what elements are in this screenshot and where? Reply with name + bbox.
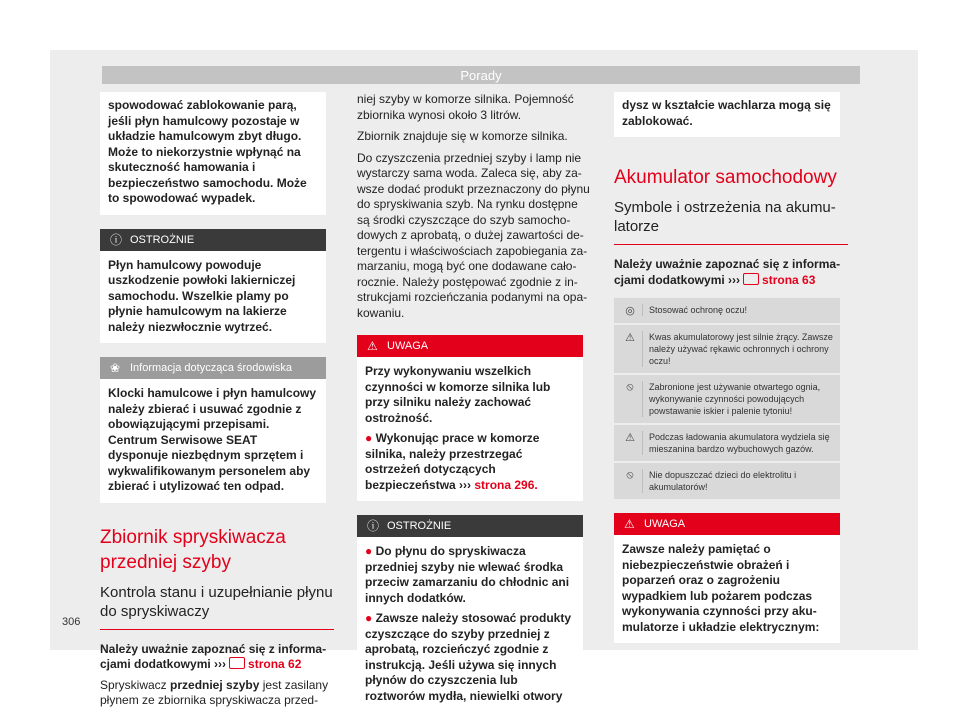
warning-header-battery xyxy=(614,513,840,535)
warning-header xyxy=(357,335,583,357)
warning-continued-text-2: dysz w kształcie wachlarza mogą się zablokować. xyxy=(622,98,831,128)
page-number: 306 xyxy=(62,616,81,628)
bullet-icon: ● xyxy=(365,431,373,445)
paragraph-2: Zbiornik znajduje się w komorze silnika. xyxy=(357,129,568,143)
caution-box-2 xyxy=(357,515,583,708)
caution-header xyxy=(100,229,326,251)
warning-continued-text: spowodować zablokowanie parą, jeśli płyn hamulcowy pozostaje w układzie hamulcowym zbyt długo. Może to niekorzystnie wpłynąć na skuteczność hamowania i bezpieczeństwo samochodu. Może to spowodować wypadek. xyxy=(108,98,307,205)
goggles-icon: ◎ xyxy=(625,305,635,317)
book-reference-icon xyxy=(229,657,245,669)
paragraph-3: Do czyszczenia przedniej szyby i lamp nie wystarczy sama woda. Zaleca się, aby zawsze dodać produkt przeznaczony do płynu do spryskiwania szyb. Na rynku dostępne są środki czyszczące do szyb samochodowych z aprobatą, o dużej zawartości detergentu i właściwościach zapobiegania zamarzaniu, mogą być one dodawane całorocznie. Należy postępować zgodnie z instrukcjami rozcieńczania podanymi na opakowaniu. xyxy=(357,150,590,320)
corrosive-icon: ⚠ xyxy=(625,332,635,344)
table-cell: Kwas akumulatorowy jest silnie żrący. Zawsze należy używać rękawic ochronnych i ochrony oczu! xyxy=(642,331,834,367)
note-prefix-2: Należy uważnie zapoznać się z informacjami dodatkowymi ››› xyxy=(614,257,841,287)
environment-text: Klocki hamulcowe i płyn hamulcowy należy zbierać i usuwać zgodnie z obowiązującymi przepisami. Centrum Serwisowe SEAT dysponuje niezbędnym sprzętem i wykwalifikowanym personelem aby zbierać i utylizować ten odpad. xyxy=(108,386,317,493)
caution-body-2 xyxy=(357,537,583,708)
caution-bullet-2-text: Zawsze należy stosować produkty czyszczące do szyby przedniej z aprobatą, rozcieńczyć zgodnie z instrukcją. Jeśli używa się innych płynów do czyszczenia lub roztworów mydła, niewielki otwory xyxy=(365,611,571,703)
caution-icon: ⓘ xyxy=(367,519,380,533)
warning-body-battery xyxy=(614,535,840,643)
warning-continued-box-2 xyxy=(614,92,840,137)
table-row xyxy=(614,375,840,423)
header-bar xyxy=(102,66,860,84)
no-children-icon: ⦸ xyxy=(626,469,634,481)
caution-bullet-1 xyxy=(365,544,575,606)
warning-text: Przy wykonywaniu wszelkich czynności w komorze silnika lub przy silniku należy zachować ostrożność. xyxy=(365,364,551,425)
table-row xyxy=(614,463,840,499)
caution-label-2: OSTROŻNIE xyxy=(387,520,452,532)
subsection-title-battery: Symbole i ostrzeżenia na akumulatorze xyxy=(614,198,848,245)
note-prefix: Należy uważnie zapoznać się z informacjami dodatkowymi ››› xyxy=(100,641,327,671)
warning-box xyxy=(357,335,583,501)
environment-header xyxy=(100,357,326,379)
note-line-2 xyxy=(614,257,848,288)
table-row xyxy=(614,325,840,373)
warning-bullet-link[interactable]: strona 296. xyxy=(474,477,538,492)
body-after: jest zasilany płynem ze zbiornika spryskiwacza przed- xyxy=(100,677,329,707)
explosive-icon: ⚠ xyxy=(625,432,635,444)
warning-icon: ⚠ xyxy=(367,339,378,353)
section-title-battery: Akumulator samochodowy xyxy=(614,167,837,188)
header-title: Porady xyxy=(460,68,502,83)
table-cell: Stosować ochronę oczu! xyxy=(642,304,747,316)
environment-box xyxy=(100,357,326,503)
environment-icon: ❀ xyxy=(110,361,121,375)
caution-label: OSTROŻNIE xyxy=(130,233,195,246)
warning-box-battery xyxy=(614,513,840,643)
body-before: Spryskiwacz xyxy=(100,677,171,692)
warning-icon: ⚠ xyxy=(624,517,635,531)
column-3 xyxy=(614,92,848,643)
warning-text-battery: Zawsze należy pamiętać o niebezpieczeństwie obrażeń i poparzeń oraz o zagrożeniu wypadkiem lub pożarem podczas wykonywania czynności przy akumulatorze i układzie elektrycznym: xyxy=(622,542,820,634)
body-bold: przedniej szyby xyxy=(170,677,260,692)
caution-header-2 xyxy=(357,515,583,537)
warning-label: UWAGA xyxy=(387,340,429,352)
caution-bullet-2 xyxy=(365,611,575,704)
subsection-title: Kontrola stanu i uzupełnianie płynu do spryskiwaczy xyxy=(100,583,334,630)
warning-continued-box xyxy=(100,92,326,215)
section-title: Zbiornik spryskiwacza przedniej szyby xyxy=(100,526,286,573)
bullet-icon: ● xyxy=(365,611,373,625)
book-reference-icon xyxy=(743,273,759,285)
paragraph-1: niej szyby w komorze silnika. Pojemność zbiornika wynosi około 3 litrów. xyxy=(357,92,574,122)
section-washer xyxy=(100,525,334,630)
warning-bullet xyxy=(365,431,575,493)
caution-body xyxy=(100,251,326,344)
warning-body xyxy=(357,357,583,501)
symbols-table xyxy=(614,298,848,499)
no-fire-icon: ⦸ xyxy=(626,381,634,393)
caution-box xyxy=(100,229,326,344)
table-cell: Zabronione jest używanie otwartego ognia, wykonywanie czynności powodujących powstawanie iskier i palenie tytoniu! xyxy=(642,381,834,417)
table-row xyxy=(614,425,840,461)
note-link[interactable]: strona 62 xyxy=(248,657,302,671)
table-cell: Podczas ładowania akumulatora wydziela się mieszanina bardzo wybuchowych gazów. xyxy=(642,431,834,455)
note-line xyxy=(100,642,334,673)
body-paragraph xyxy=(100,678,334,708)
column-2 xyxy=(357,92,591,708)
caution-text: Płyn hamulcowy powoduje uszkodzenie powłoki lakierniczej samochodu. Wszelkie plamy po płynie hamulcowym na lakierze należy niezwłocznie wytrzeć. xyxy=(108,257,296,334)
warning-label-battery: UWAGA xyxy=(644,518,686,530)
section-battery xyxy=(614,165,848,245)
warning-bullet-text: Wykonując prace w komorze silnika, należy przestrzegać ostrzeżeń dotyczących bezpieczeństwa ››› xyxy=(365,431,540,492)
bullet-icon: ● xyxy=(365,544,373,558)
caution-icon: ⓘ xyxy=(110,232,123,247)
table-cell: Nie dopuszczać dzieci do elektrolitu i akumulatorów! xyxy=(642,469,834,493)
note-link-2[interactable]: strona 63 xyxy=(762,272,816,287)
table-row xyxy=(614,298,840,323)
environment-body xyxy=(100,379,326,503)
caution-bullet-1-text: Do płynu do spryskiwacza przedniej szyby nie wlewać środka przeciw zamarzaniu do chłodnic ani innych dodatków. xyxy=(365,544,570,605)
environment-label: Informacja dotycząca środowiska xyxy=(130,362,293,374)
column-1 xyxy=(100,92,334,708)
